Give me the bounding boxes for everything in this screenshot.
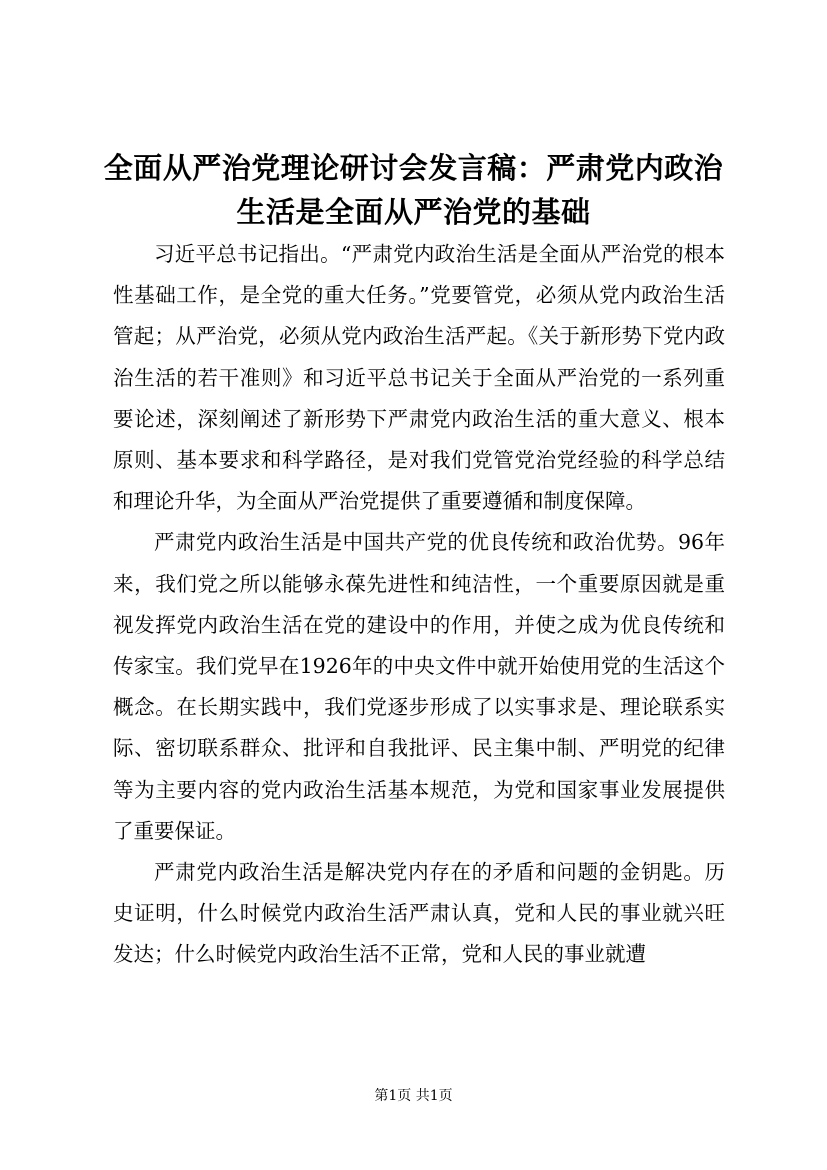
paragraph: 严肃党内政治生活是解决党内存在的矛盾和问题的金钥匙。历史证明，什么时候党内政治生活严肃认真，党和人民的事业就兴旺发达；什么时候党内政治生活不正常，党和人民的事业就遭 bbox=[113, 860, 725, 967]
document-body bbox=[113, 234, 725, 976]
page-footer: 第1页 共1页 bbox=[374, 1088, 453, 1104]
document-title: 全面从严治党理论研讨会发言稿：严肃党内政治生活是全面从严治党的基础 bbox=[103, 151, 724, 229]
paragraph: 严肃党内政治生活是中国共产党的优良传统和政治优势。96年来，我们党之所以能够永葆先进性和纯洁性，一个重要原因就是重视发挥党内政治生活在党的建设中的作用，并使之成为优良传统和传家宝。我们党早在1926年的中央文件中就开始使用党的生活这个概念。在长期实践中，我们党逐步形成了以实事求是、理论联系实际、密切联系群众、批评和自我批评、民主集中制、严明党的纪律等为主要内容的党内政治生活基本规范，为党和国家事业发展提供了重要保证。 bbox=[113, 530, 725, 843]
paragraph: 习近平总书记指出。“严肃党内政治生活是全面从严治党的根本性基础工作，是全党的重大任务。”党要管党，必须从党内政治生活管起；从严治党，必须从党内政治生活严起。《关于新形势下党内政治生活的若干准则》和习近平总书记关于全面从严治党的一系列重要论述，深刻阐述了新形势下严肃党内政治生活的重大意义、根本原则、基本要求和科学路径，是对我们党管党治党经验的科学总结和理论升华，为全面从严治党提供了重要遵循和制度保障。 bbox=[113, 242, 725, 514]
